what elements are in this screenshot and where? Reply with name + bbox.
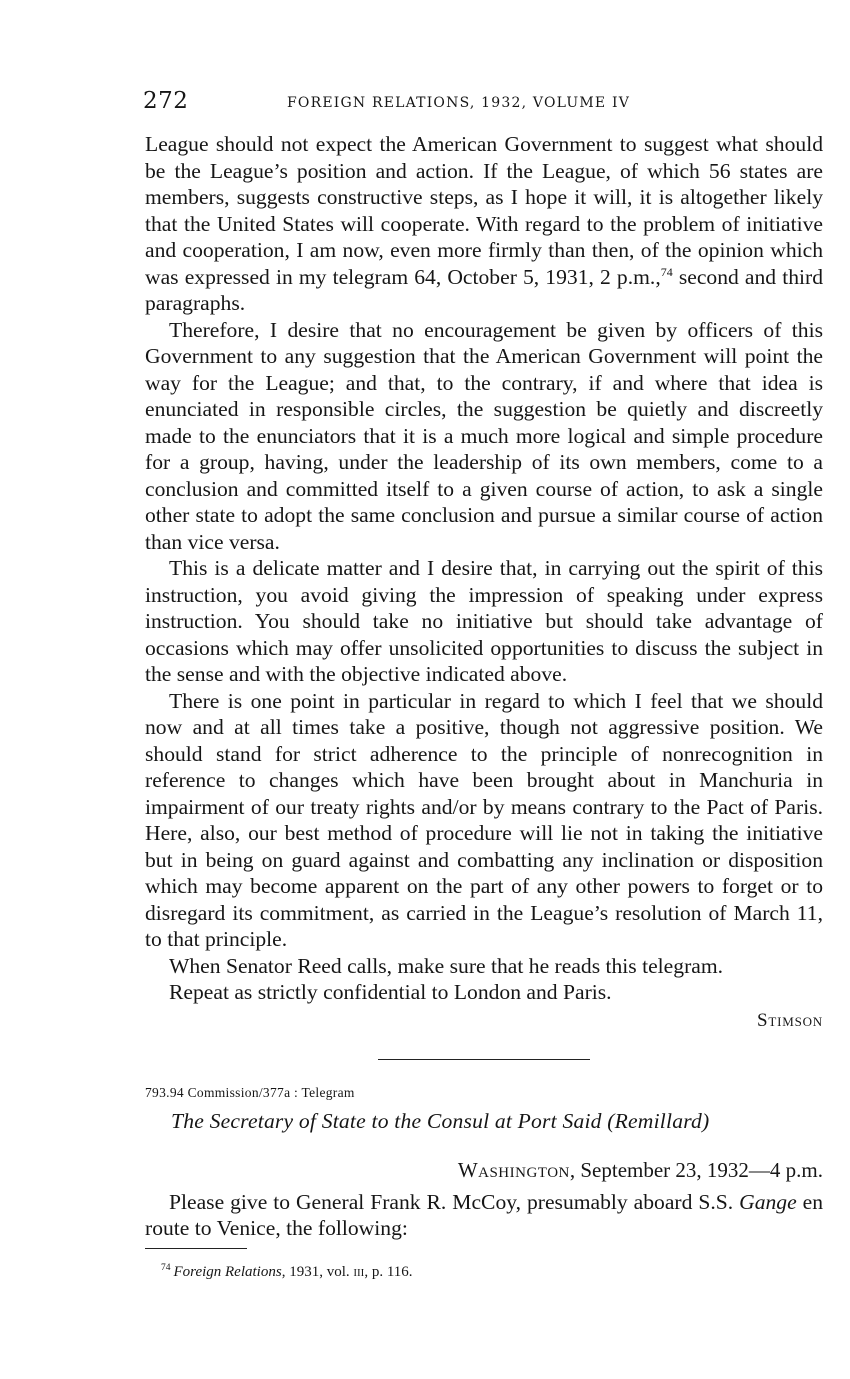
signature: Stimson: [756, 1009, 823, 1031]
paragraph-text-tail: en route to Venice, the following:: [145, 1189, 824, 1240]
paragraph: Repeat as strictly confidential to London and Paris.: [169, 980, 612, 1004]
footnote-text: , 1931, vol.: [281, 1263, 354, 1280]
dateline: [145, 1158, 823, 1183]
footnote: [145, 1263, 823, 1281]
file-reference: 793.94 Commission/377a : Telegram: [145, 1084, 355, 1100]
dateline-date: , September 23, 1932—4 p.m.: [569, 1157, 823, 1182]
letter-two-body: [145, 1189, 823, 1242]
paragraph-text: Please give to General Frank R. McCoy, presumably aboard S.S.: [169, 1189, 740, 1214]
footnote-text-end: , p. 116.: [364, 1263, 413, 1280]
dateline-place: Washington: [457, 1157, 570, 1182]
footnote-rule: [145, 1248, 247, 1249]
footnote-source: Foreign Relations: [173, 1263, 282, 1280]
ship-name: Gange: [739, 1189, 797, 1214]
document-title: The Secretary of State to the Consul at Port Said (Remillard): [171, 1108, 710, 1133]
paragraph: Therefore, I desire that no encouragement be given by officers of this Government to any suggestion that the American Government will point the way for the League; and that, to the contrary, if and where that idea is enunciated in responsible circles, the suggestion be quietly and discreetly made to the enunciators that it is a much more logical and simple procedure for a group, having, under the leadership of its own members, come to a conclusion and committed itself to a given course of action, to ask a single other state to adopt the same conclusion and pursue a similar course of action than vice versa.: [145, 317, 823, 554]
paragraph: [145, 1189, 823, 1242]
paragraph: This is a delicate matter and I desire that, in carrying out the spirit of this instruction, you avoid giving the impression of speaking under express instruction. You should take no initiative but should take advantage of occasions which may offer unsolicited opportunities to discuss the subject in the sense and with the objective indicated above.: [145, 556, 823, 686]
footnote-number: 74: [161, 1262, 171, 1273]
paragraph-text-tail: second and third paragraphs.: [145, 264, 823, 315]
document-page: [145, 88, 823, 1281]
paragraph: [145, 131, 823, 317]
letter-one-body: [145, 131, 823, 1034]
page-number: 272: [143, 88, 189, 114]
paragraph-text: League should not expect the American Government to suggest what should be the League’s position and action. If the League, of which 56 states are members, suggests constructive steps, as I hope it will, it is altogether likely that the United States will cooperate. With regard to the problem of initiative and cooperation, I am now, even more firmly than then, of the opinion which was expressed in my telegram 64, October 5, 1931, 2 p.m.,: [145, 132, 823, 289]
section-divider: [378, 1059, 590, 1060]
paragraph: There is one point in particular in regard to which I feel that we should now and at all times take a positive, though not aggressive position. We should stand for strict adherence to the principle of nonrecognition in reference to changes which have been brought about in Manchuria in impairment of our treaty rights and/or by means contrary to the Pact of Paris. Here, also, our best method of procedure will lie not in taking the initiative but in being on guard against and combatting any inclination or disposition which may become apparent on the part of any other powers to forget or to disregard its commitment, as carried in the League’s resolution of March 11, to that principle.: [145, 688, 823, 951]
running-title: FOREIGN RELATIONS, 1932, VOLUME IV: [287, 95, 631, 111]
running-head: [145, 88, 823, 122]
footnote-volume: iii: [353, 1263, 365, 1280]
paragraph: When Senator Reed calls, make sure that he reads this telegram.: [169, 953, 724, 978]
footnote-reference: 74: [660, 264, 673, 279]
